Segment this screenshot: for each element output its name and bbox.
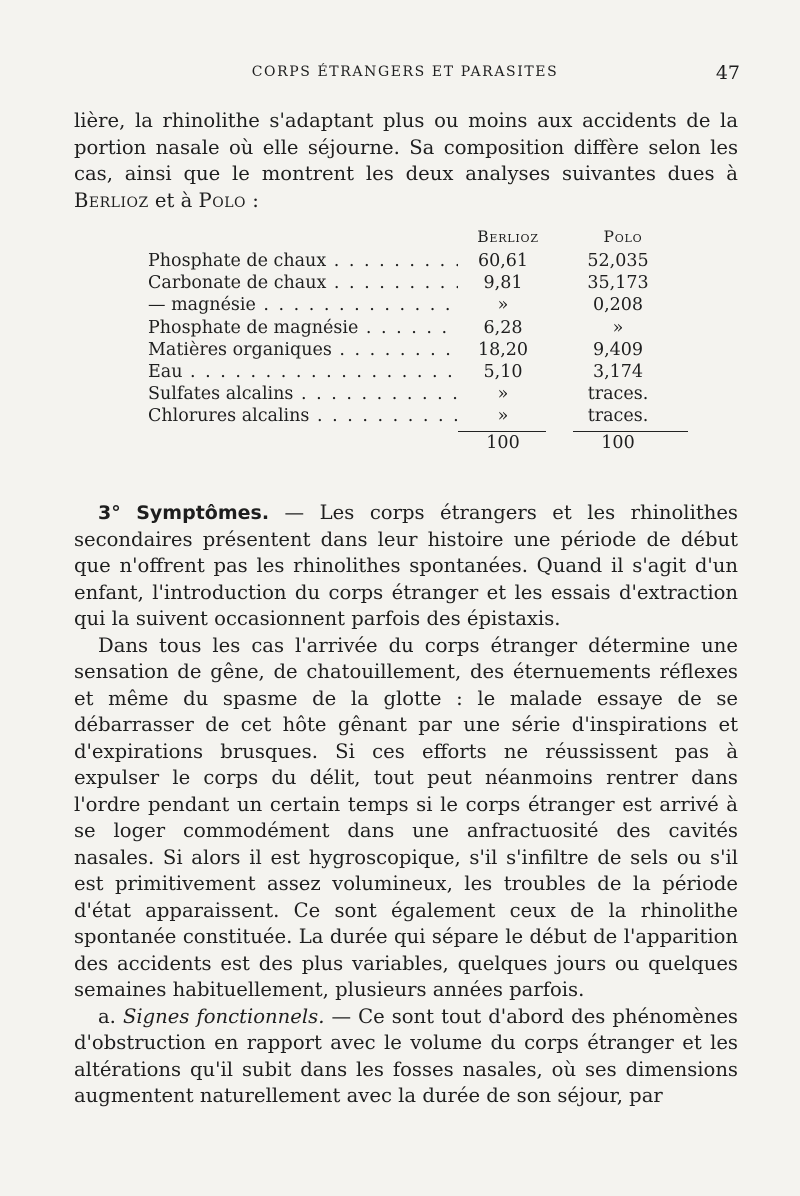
- author-name-polo: Polo: [198, 188, 246, 212]
- table-body: [148, 250, 688, 428]
- value-berlioz: 18,20: [477, 339, 529, 360]
- header-berlioz: Berlioz: [477, 228, 539, 246]
- table-row: [148, 339, 688, 361]
- table-totals: [148, 428, 688, 456]
- symptomes-paragraph-2: Dans tous les cas l'arrivée du corps étranger détermine une sensation de gêne, de chatouillement, des éternuements réflexes et même du spasme de la glotte : le malade essaye de se débarrasser de cet hôte gênant par une série d'inspirations et d'expirations brusques. Si ces efforts ne réussissent pas à expulser le corps du délit, tout peut néanmoins rentrer dans l'ordre pendant un certain temps si le corps étranger est arrivé à se loger commodément dans une anfractuosité des cavités nasales. Si alors il est hygroscopique, s'il s'infiltre de sels ou s'il est primitivement assez volumineux, les troubles de la période d'état apparaissent. Ce sont également ceux de la rhinolithe spontanée constituée. La durée qui sépare le début de l'apparition des accidents est des plus variables, quelques jours ou quelques semaines habituellement, plusieurs années parfois.: [74, 633, 738, 1001]
- value-polo: 35,173: [587, 273, 649, 294]
- table-row: [148, 361, 688, 383]
- row-label: Matières organiques . . .: [148, 339, 458, 361]
- row-label: Eau . . .: [148, 361, 458, 383]
- symptomes-text-3: — Ce sont tout d'abord des phénomènes d'obstruction en rapport avec le volume du corps étranger et les altérations qu'il subit dans les fosses nasales, où ses dimensions augmentent naturellement avec la durée de son séjour, par: [74, 1004, 738, 1107]
- row-label: Phosphate de chaux . . .: [148, 250, 458, 272]
- page-number: 47: [715, 62, 740, 84]
- composition-table: [148, 226, 688, 456]
- total-polo: 100: [601, 432, 635, 453]
- symptomes-text-1: — Les corps étrangers et les rhinolithes secondaires présentent dans leur histoire une période de début que n'offrent pas les rhinolithes spontanées. Quand il s'agit d'un enfant, l'introduction du corps étranger et les essais d'extraction qui la suivent occasionnent parfois des épistaxis.: [74, 501, 738, 630]
- intro-colon: :: [245, 188, 259, 212]
- author-name-berlioz: Berlioz: [74, 188, 149, 212]
- row-label: Chlorures alcalins . . .: [148, 405, 458, 427]
- value-berlioz: »: [497, 384, 509, 405]
- intro-text: lière, la rhinolithe s'adaptant plus ou moins aux accidents de la portion nasale où elle séjourne. Sa composition diffère selon les cas, ainsi que le montrent les deux analyses suivantes dues à: [74, 109, 738, 185]
- section-title: Symptômes.: [136, 502, 270, 524]
- total-berlioz: 100: [486, 432, 520, 453]
- row-label: Phosphate de magnésie . . .: [148, 317, 458, 339]
- table-row: [148, 317, 688, 339]
- value-polo: 52,035: [587, 251, 649, 271]
- table-row: [148, 383, 688, 405]
- symptomes-section: [74, 500, 738, 1110]
- table-row: [148, 294, 688, 316]
- value-berlioz: 6,28: [483, 317, 523, 338]
- value-polo: traces.: [587, 406, 649, 427]
- value-polo: »: [612, 317, 624, 338]
- row-label: Carbonate de chaux . . .: [148, 272, 458, 294]
- header-polo: Polo: [603, 228, 643, 246]
- subsection-letter: a.: [98, 1004, 123, 1028]
- value-berlioz: 9,81: [483, 273, 523, 294]
- value-berlioz: 60,61: [477, 251, 529, 271]
- running-title: CORPS ÉTRANGERS ET PARASITES: [251, 64, 559, 80]
- subsection-title: Signes fonctionnels.: [122, 1004, 325, 1028]
- value-polo: 0,208: [592, 295, 644, 316]
- table-row: [148, 250, 688, 272]
- table-row: [148, 405, 688, 427]
- value-berlioz: 5,10: [483, 361, 523, 382]
- value-berlioz: »: [497, 295, 509, 316]
- value-polo: traces.: [587, 384, 649, 405]
- intro-connector: et à: [148, 188, 199, 212]
- row-label: — magnésie . . .: [148, 294, 458, 316]
- value-berlioz: »: [497, 406, 509, 427]
- row-label: Sulfates alcalins . . .: [148, 383, 458, 405]
- intro-paragraph: [74, 108, 738, 214]
- symptomes-paragraph-1: [74, 500, 738, 633]
- value-polo: 3,174: [592, 361, 644, 382]
- section-number: 3°: [98, 502, 121, 524]
- value-polo: 9,409: [592, 339, 644, 360]
- table-row: [148, 272, 688, 294]
- symptomes-paragraph-3: [74, 1004, 738, 1110]
- running-head: [70, 64, 740, 86]
- table-header: [148, 226, 688, 250]
